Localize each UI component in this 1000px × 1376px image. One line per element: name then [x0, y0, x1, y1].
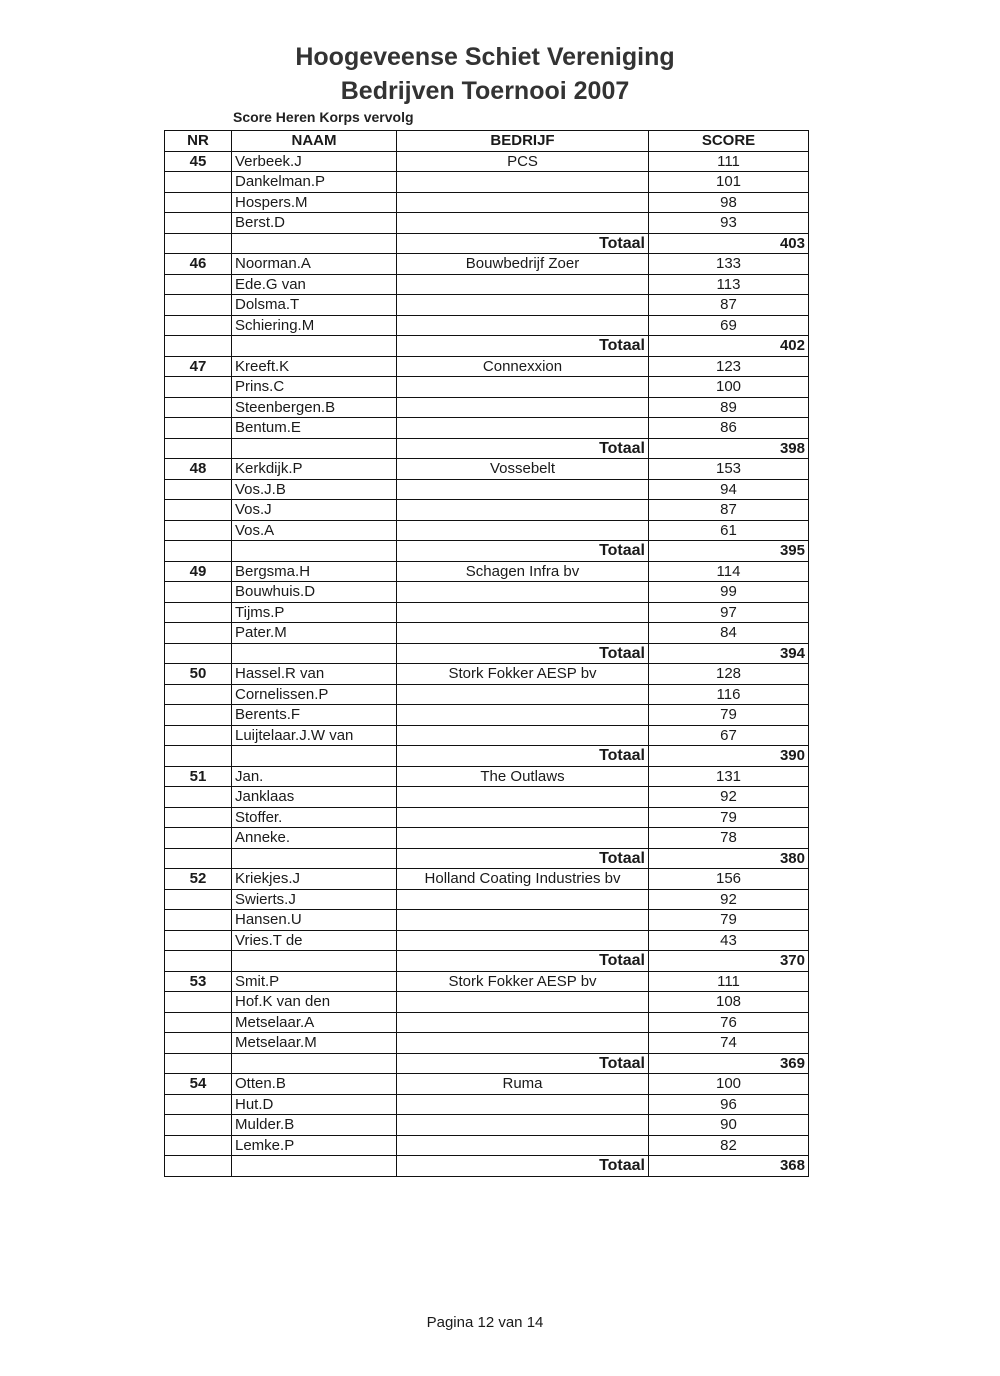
- empty-cell: [165, 848, 232, 869]
- table-row: [165, 1094, 809, 1115]
- member-name-cell: Mulder.B: [232, 1115, 397, 1136]
- team-number-cell: [165, 192, 232, 213]
- member-score-cell: 97: [649, 602, 809, 623]
- table-row: [165, 705, 809, 726]
- team-total-cell: 380: [649, 848, 809, 869]
- member-name-cell: Steenbergen.B: [232, 397, 397, 418]
- team-number-cell: 45: [165, 151, 232, 172]
- member-score-cell: 128: [649, 664, 809, 685]
- total-row: [165, 1156, 809, 1177]
- member-name-cell: Vries.T de: [232, 930, 397, 951]
- member-score-cell: 99: [649, 582, 809, 603]
- empty-cell: [232, 848, 397, 869]
- table-row: [165, 766, 809, 787]
- member-name-cell: Cornelissen.P: [232, 684, 397, 705]
- member-score-cell: 133: [649, 254, 809, 275]
- company-cell: [397, 397, 649, 418]
- table-row: [165, 930, 809, 951]
- table-row: [165, 1135, 809, 1156]
- table-row: [165, 274, 809, 295]
- member-name-cell: Bouwhuis.D: [232, 582, 397, 603]
- empty-cell: [232, 746, 397, 767]
- team-total-cell: 370: [649, 951, 809, 972]
- member-name-cell: Kerkdijk.P: [232, 459, 397, 480]
- member-score-cell: 61: [649, 520, 809, 541]
- team-number-cell: [165, 479, 232, 500]
- company-cell: [397, 192, 649, 213]
- member-score-cell: 87: [649, 295, 809, 316]
- company-cell: PCS: [397, 151, 649, 172]
- total-label-cell: Totaal: [397, 233, 649, 254]
- table-row: [165, 869, 809, 890]
- member-score-cell: 84: [649, 623, 809, 644]
- team-total-cell: 403: [649, 233, 809, 254]
- company-cell: [397, 992, 649, 1013]
- company-cell: [397, 1135, 649, 1156]
- total-label-cell: Totaal: [397, 336, 649, 357]
- team-total-cell: 390: [649, 746, 809, 767]
- table-row: [165, 971, 809, 992]
- member-name-cell: Vos.J.B: [232, 479, 397, 500]
- team-number-cell: 53: [165, 971, 232, 992]
- table-row: [165, 397, 809, 418]
- total-label-cell: Totaal: [397, 1053, 649, 1074]
- total-label-cell: Totaal: [397, 1156, 649, 1177]
- team-number-cell: [165, 213, 232, 234]
- team-number-cell: [165, 315, 232, 336]
- member-name-cell: Ede.G van: [232, 274, 397, 295]
- member-score-cell: 131: [649, 766, 809, 787]
- member-score-cell: 76: [649, 1012, 809, 1033]
- table-row: [165, 910, 809, 931]
- member-name-cell: Berst.D: [232, 213, 397, 234]
- total-row: [165, 848, 809, 869]
- member-score-cell: 79: [649, 910, 809, 931]
- member-name-cell: Janklaas: [232, 787, 397, 808]
- member-name-cell: Kreeft.K: [232, 356, 397, 377]
- member-name-cell: Metselaar.A: [232, 1012, 397, 1033]
- total-row: [165, 1053, 809, 1074]
- company-cell: Vossebelt: [397, 459, 649, 480]
- member-name-cell: Kriekjes.J: [232, 869, 397, 890]
- table-row: [165, 377, 809, 398]
- team-number-cell: [165, 520, 232, 541]
- company-cell: [397, 828, 649, 849]
- page-title: Hoogeveense Schiet Vereniging: [295, 43, 675, 71]
- member-name-cell: Dolsma.T: [232, 295, 397, 316]
- member-name-cell: Hansen.U: [232, 910, 397, 931]
- table-row: [165, 500, 809, 521]
- member-score-cell: 93: [649, 213, 809, 234]
- member-name-cell: Tijms.P: [232, 602, 397, 623]
- member-name-cell: Hut.D: [232, 1094, 397, 1115]
- table-row: [165, 992, 809, 1013]
- page-subtitle: Bedrijven Toernooi 2007: [340, 77, 630, 105]
- company-cell: [397, 213, 649, 234]
- empty-cell: [232, 1156, 397, 1177]
- company-cell: [397, 520, 649, 541]
- empty-cell: [165, 1156, 232, 1177]
- total-label-cell: Totaal: [397, 951, 649, 972]
- empty-cell: [232, 1053, 397, 1074]
- total-row: [165, 746, 809, 767]
- section-label: Score Heren Korps vervolg: [233, 109, 414, 125]
- company-cell: [397, 705, 649, 726]
- empty-cell: [165, 746, 232, 767]
- empty-cell: [232, 336, 397, 357]
- table-row: [165, 151, 809, 172]
- team-total-cell: 402: [649, 336, 809, 357]
- table-row: [165, 315, 809, 336]
- score-table-body: [165, 151, 809, 1176]
- member-name-cell: Berents.F: [232, 705, 397, 726]
- empty-cell: [165, 233, 232, 254]
- total-row: [165, 233, 809, 254]
- member-score-cell: 108: [649, 992, 809, 1013]
- table-row: [165, 479, 809, 500]
- team-number-cell: [165, 274, 232, 295]
- team-number-cell: [165, 582, 232, 603]
- table-row: [165, 889, 809, 910]
- team-total-cell: 398: [649, 438, 809, 459]
- table-row: [165, 725, 809, 746]
- company-cell: [397, 172, 649, 193]
- company-cell: [397, 623, 649, 644]
- company-cell: [397, 479, 649, 500]
- total-label-cell: Totaal: [397, 848, 649, 869]
- company-cell: [397, 602, 649, 623]
- table-row: [165, 684, 809, 705]
- member-name-cell: Prins.C: [232, 377, 397, 398]
- team-number-cell: [165, 172, 232, 193]
- member-name-cell: Pater.M: [232, 623, 397, 644]
- member-score-cell: 89: [649, 397, 809, 418]
- table-row: [165, 828, 809, 849]
- team-number-cell: [165, 377, 232, 398]
- team-number-cell: [165, 500, 232, 521]
- team-number-cell: 52: [165, 869, 232, 890]
- member-score-cell: 87: [649, 500, 809, 521]
- member-name-cell: Anneke.: [232, 828, 397, 849]
- team-number-cell: [165, 1033, 232, 1054]
- company-cell: [397, 500, 649, 521]
- member-score-cell: 43: [649, 930, 809, 951]
- total-label-cell: Totaal: [397, 541, 649, 562]
- member-name-cell: Otten.B: [232, 1074, 397, 1095]
- team-number-cell: [165, 705, 232, 726]
- team-total-cell: 368: [649, 1156, 809, 1177]
- company-cell: [397, 582, 649, 603]
- member-score-cell: 111: [649, 151, 809, 172]
- company-cell: [397, 787, 649, 808]
- total-label-cell: Totaal: [397, 643, 649, 664]
- team-number-cell: [165, 889, 232, 910]
- team-number-cell: 46: [165, 254, 232, 275]
- company-cell: [397, 1115, 649, 1136]
- team-number-cell: [165, 1115, 232, 1136]
- empty-cell: [165, 1053, 232, 1074]
- company-cell: [397, 295, 649, 316]
- table-row: [165, 1074, 809, 1095]
- team-number-cell: [165, 725, 232, 746]
- member-score-cell: 96: [649, 1094, 809, 1115]
- company-cell: Stork Fokker AESP bv: [397, 664, 649, 685]
- score-table: [164, 130, 809, 1177]
- member-score-cell: 67: [649, 725, 809, 746]
- member-name-cell: Bergsma.H: [232, 561, 397, 582]
- member-score-cell: 74: [649, 1033, 809, 1054]
- member-name-cell: Lemke.P: [232, 1135, 397, 1156]
- member-name-cell: Metselaar.M: [232, 1033, 397, 1054]
- member-score-cell: 100: [649, 1074, 809, 1095]
- team-number-cell: [165, 910, 232, 931]
- member-score-cell: 123: [649, 356, 809, 377]
- team-number-cell: 50: [165, 664, 232, 685]
- team-number-cell: [165, 602, 232, 623]
- company-cell: [397, 684, 649, 705]
- table-row: [165, 192, 809, 213]
- member-name-cell: Schiering.M: [232, 315, 397, 336]
- team-number-cell: [165, 787, 232, 808]
- empty-cell: [165, 643, 232, 664]
- table-row: [165, 1033, 809, 1054]
- team-number-cell: [165, 1135, 232, 1156]
- total-label-cell: Totaal: [397, 438, 649, 459]
- company-cell: [397, 910, 649, 931]
- team-number-cell: [165, 397, 232, 418]
- company-cell: [397, 315, 649, 336]
- member-score-cell: 114: [649, 561, 809, 582]
- member-score-cell: 78: [649, 828, 809, 849]
- empty-cell: [232, 438, 397, 459]
- member-name-cell: Vos.A: [232, 520, 397, 541]
- member-name-cell: Dankelman.P: [232, 172, 397, 193]
- table-row: [165, 623, 809, 644]
- member-score-cell: 92: [649, 787, 809, 808]
- member-name-cell: Luijtelaar.J.W van: [232, 725, 397, 746]
- empty-cell: [232, 541, 397, 562]
- total-row: [165, 438, 809, 459]
- table-row: [165, 356, 809, 377]
- company-cell: [397, 1094, 649, 1115]
- company-cell: Stork Fokker AESP bv: [397, 971, 649, 992]
- team-total-cell: 395: [649, 541, 809, 562]
- member-score-cell: 153: [649, 459, 809, 480]
- company-cell: [397, 377, 649, 398]
- member-score-cell: 113: [649, 274, 809, 295]
- team-total-cell: 394: [649, 643, 809, 664]
- member-score-cell: 116: [649, 684, 809, 705]
- table-row: [165, 213, 809, 234]
- member-score-cell: 79: [649, 807, 809, 828]
- column-header-bedrijf: BEDRIJF: [397, 131, 649, 152]
- team-number-cell: [165, 684, 232, 705]
- member-score-cell: 101: [649, 172, 809, 193]
- team-number-cell: [165, 418, 232, 439]
- empty-cell: [232, 643, 397, 664]
- company-cell: [397, 1033, 649, 1054]
- table-row: [165, 1115, 809, 1136]
- team-number-cell: [165, 992, 232, 1013]
- team-number-cell: 51: [165, 766, 232, 787]
- company-cell: Bouwbedrijf Zoer: [397, 254, 649, 275]
- table-row: [165, 459, 809, 480]
- table-row: [165, 254, 809, 275]
- team-number-cell: 47: [165, 356, 232, 377]
- member-name-cell: Verbeek.J: [232, 151, 397, 172]
- table-row: [165, 418, 809, 439]
- team-number-cell: 54: [165, 1074, 232, 1095]
- table-row: [165, 664, 809, 685]
- table-row: [165, 561, 809, 582]
- total-row: [165, 541, 809, 562]
- team-number-cell: [165, 623, 232, 644]
- company-cell: Connexxion: [397, 356, 649, 377]
- empty-cell: [232, 233, 397, 254]
- table-row: [165, 520, 809, 541]
- total-label-cell: Totaal: [397, 746, 649, 767]
- page-number: Pagina 12 van 14: [426, 1314, 544, 1331]
- team-number-cell: 48: [165, 459, 232, 480]
- member-name-cell: Stoffer.: [232, 807, 397, 828]
- team-number-cell: [165, 807, 232, 828]
- company-cell: Schagen Infra bv: [397, 561, 649, 582]
- total-row: [165, 336, 809, 357]
- member-score-cell: 100: [649, 377, 809, 398]
- table-row: [165, 787, 809, 808]
- member-score-cell: 69: [649, 315, 809, 336]
- column-header-naam: NAAM: [232, 131, 397, 152]
- total-row: [165, 951, 809, 972]
- company-cell: [397, 930, 649, 951]
- member-score-cell: 156: [649, 869, 809, 890]
- team-total-cell: 369: [649, 1053, 809, 1074]
- total-row: [165, 643, 809, 664]
- company-cell: [397, 807, 649, 828]
- table-row: [165, 172, 809, 193]
- member-name-cell: Hassel.R van: [232, 664, 397, 685]
- member-name-cell: Noorman.A: [232, 254, 397, 275]
- member-name-cell: Bentum.E: [232, 418, 397, 439]
- company-cell: [397, 1012, 649, 1033]
- company-cell: Ruma: [397, 1074, 649, 1095]
- team-number-cell: [165, 1094, 232, 1115]
- member-score-cell: 82: [649, 1135, 809, 1156]
- team-number-cell: 49: [165, 561, 232, 582]
- company-cell: [397, 418, 649, 439]
- table-row: [165, 602, 809, 623]
- company-cell: The Outlaws: [397, 766, 649, 787]
- member-score-cell: 90: [649, 1115, 809, 1136]
- empty-cell: [165, 951, 232, 972]
- empty-cell: [165, 336, 232, 357]
- member-score-cell: 79: [649, 705, 809, 726]
- team-number-cell: [165, 1012, 232, 1033]
- member-name-cell: Hospers.M: [232, 192, 397, 213]
- table-row: [165, 295, 809, 316]
- team-number-cell: [165, 930, 232, 951]
- company-cell: [397, 725, 649, 746]
- company-cell: Holland Coating Industries bv: [397, 869, 649, 890]
- member-name-cell: Smit.P: [232, 971, 397, 992]
- company-cell: [397, 274, 649, 295]
- table-row: [165, 807, 809, 828]
- member-name-cell: Jan.: [232, 766, 397, 787]
- column-header-score: SCORE: [649, 131, 809, 152]
- column-header-nr: NR: [165, 131, 232, 152]
- table-row: [165, 582, 809, 603]
- member-score-cell: 92: [649, 889, 809, 910]
- member-score-cell: 94: [649, 479, 809, 500]
- empty-cell: [165, 438, 232, 459]
- team-number-cell: [165, 295, 232, 316]
- member-score-cell: 86: [649, 418, 809, 439]
- company-cell: [397, 889, 649, 910]
- member-score-cell: 111: [649, 971, 809, 992]
- table-row: [165, 1012, 809, 1033]
- member-name-cell: Swierts.J: [232, 889, 397, 910]
- empty-cell: [165, 541, 232, 562]
- member-name-cell: Hof.K van den: [232, 992, 397, 1013]
- empty-cell: [232, 951, 397, 972]
- member-score-cell: 98: [649, 192, 809, 213]
- table-header-row: [165, 131, 809, 152]
- member-name-cell: Vos.J: [232, 500, 397, 521]
- team-number-cell: [165, 828, 232, 849]
